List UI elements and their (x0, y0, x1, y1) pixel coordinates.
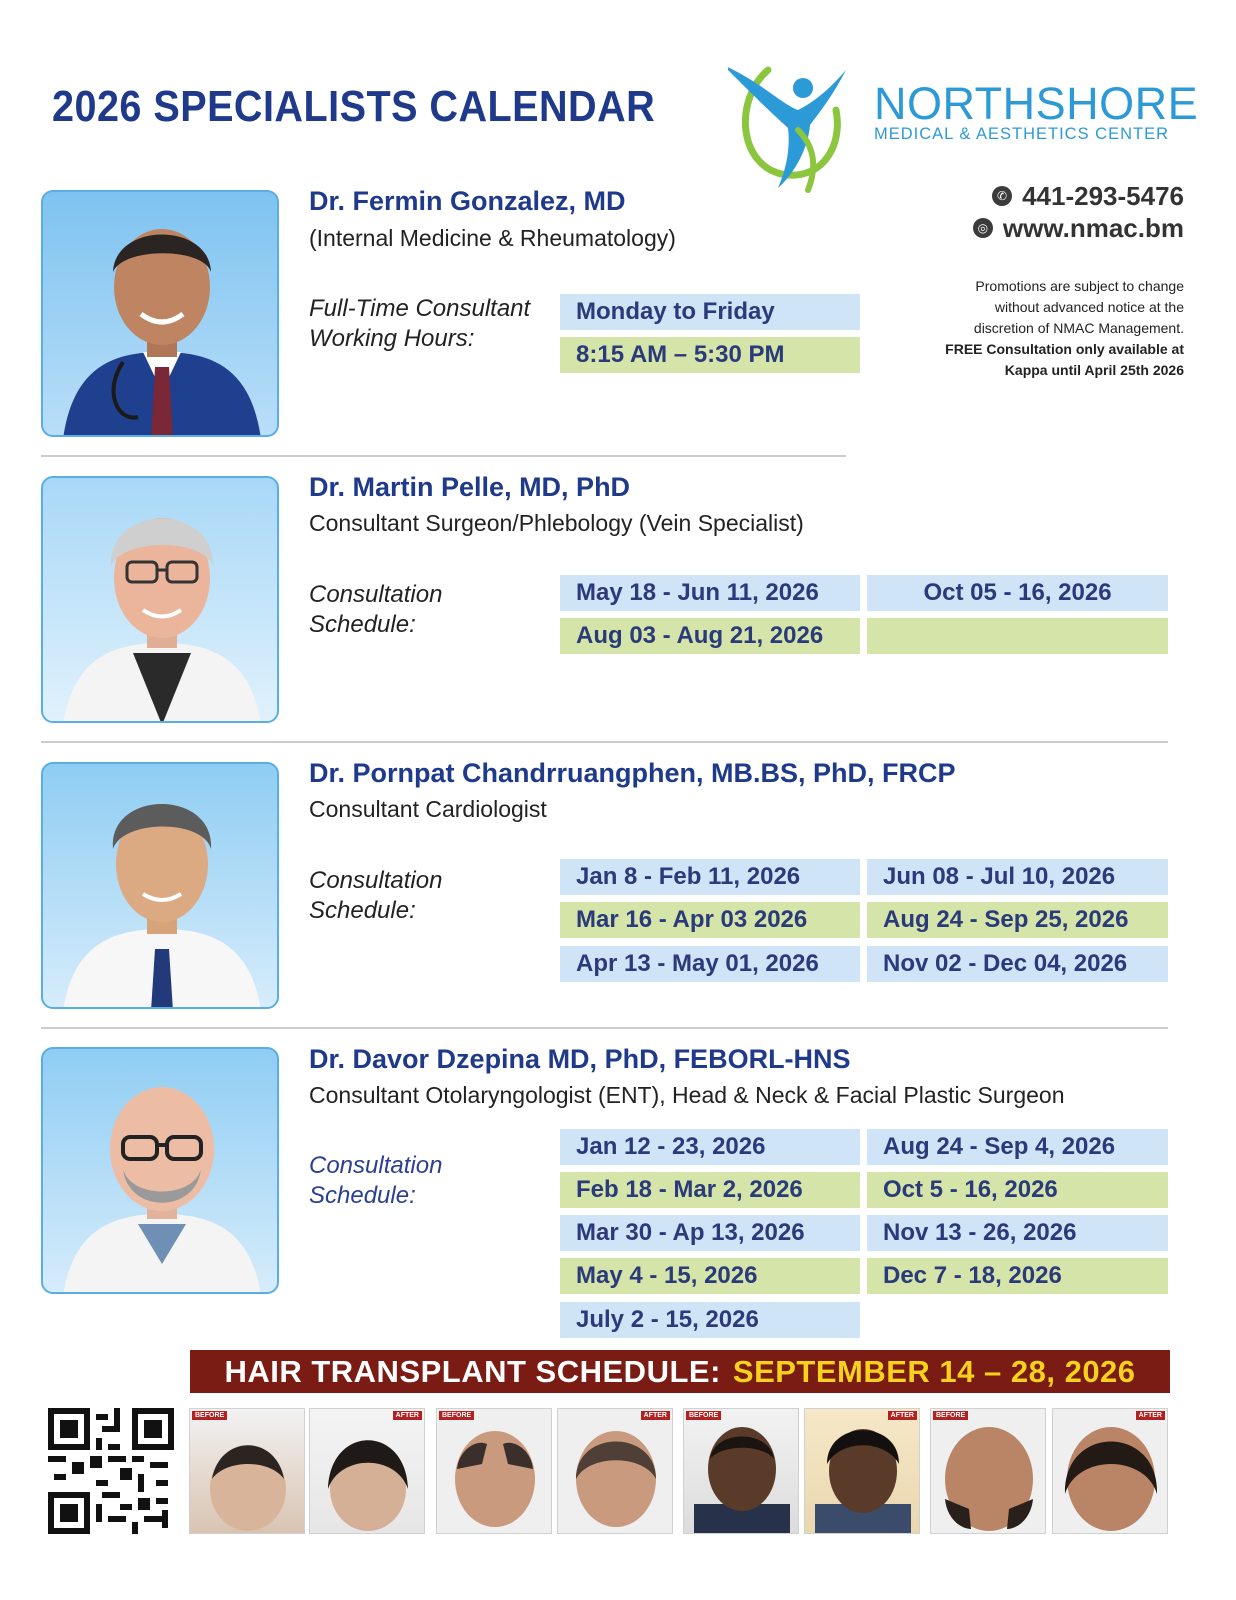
promo-line: Promotions are subject to change (975, 278, 1184, 294)
schedule-label-line: Full-Time Consultant (309, 295, 531, 322)
doctor-portrait-icon (43, 478, 279, 723)
before-tag: BEFORE (439, 1411, 474, 1420)
schedule-cell: Apr 13 - May 01, 2026 (560, 946, 860, 982)
schedule-cell: Oct 05 - 16, 2026 (867, 575, 1168, 611)
schedule-label (309, 1151, 442, 1211)
section-divider (41, 1027, 1168, 1029)
before-photo (930, 1408, 1046, 1534)
after-tag: AFTER (888, 1411, 917, 1420)
schedule-cell: Nov 02 - Dec 04, 2026 (867, 946, 1168, 982)
after-tag: AFTER (641, 1411, 670, 1420)
schedule-cell: May 4 - 15, 2026 (560, 1258, 860, 1294)
logo-subtitle: MEDICAL & AESTHETICS CENTER (874, 125, 1170, 143)
schedule-cell: Nov 13 - 26, 2026 (867, 1215, 1168, 1251)
schedule-cell-empty (867, 618, 1168, 654)
doctor-photo (41, 476, 279, 723)
doctor-specialty: Consultant Otolaryngologist (ENT), Head & Neck & Facial Plastic Surgeon (309, 1082, 1065, 1108)
doctor-photo (41, 762, 279, 1009)
schedule-cell: Jun 08 - Jul 10, 2026 (867, 859, 1168, 895)
promo-line: discretion of NMAC Management. (973, 320, 1184, 336)
hair-banner-dates: SEPTEMBER 14 – 28, 2026 (732, 1353, 1136, 1389)
doctor-portrait-icon (43, 764, 279, 1009)
head-icon (684, 1409, 799, 1534)
schedule-cell: Feb 18 - Mar 2, 2026 (560, 1172, 860, 1208)
schedule-cell: Dec 7 - 18, 2026 (867, 1258, 1168, 1294)
doctor-name: Dr. Martin Pelle, MD, PhD (309, 472, 631, 502)
phone-icon: ✆ (992, 186, 1012, 206)
promo-note (864, 276, 1184, 381)
after-photo (804, 1408, 920, 1534)
schedule-label (309, 580, 442, 640)
phone-number[interactable]: 441-293-5476 (1022, 180, 1184, 211)
head-icon (558, 1409, 673, 1534)
head-icon (931, 1409, 1046, 1534)
schedule-label-line: Consultation (309, 867, 443, 894)
hair-transplant-banner (190, 1350, 1170, 1393)
before-photo (436, 1408, 552, 1534)
doctor-portrait-icon (43, 1049, 279, 1294)
qr-code[interactable] (48, 1408, 174, 1534)
northshore-logo (728, 40, 1198, 200)
doctor-photo (41, 190, 279, 437)
doctor-name: Dr. Davor Dzepina MD, PhD, FEBORL-HNS (309, 1044, 851, 1074)
schedule-cell: Monday to Friday (560, 294, 860, 330)
website-link[interactable]: www.nmac.bm (1002, 212, 1184, 243)
website-line[interactable] (973, 212, 1184, 244)
schedule-cell: Jan 8 - Feb 11, 2026 (560, 859, 860, 895)
head-icon (190, 1409, 305, 1534)
schedule-cell: May 18 - Jun 11, 2026 (560, 575, 860, 611)
after-photo (1052, 1408, 1168, 1534)
phone-line[interactable] (973, 180, 1184, 212)
doctor-specialty: Consultant Cardiologist (309, 796, 547, 822)
qr-code-icon (48, 1408, 174, 1534)
after-tag: AFTER (1136, 1411, 1165, 1420)
schedule-label (309, 866, 442, 926)
schedule-label-line: Schedule: (309, 611, 416, 638)
hair-banner-label: HAIR TRANSPLANT SCHEDULE: (224, 1353, 721, 1389)
contact-info (973, 180, 1184, 244)
schedule-cell: Aug 24 - Sep 25, 2026 (867, 902, 1168, 938)
logo-name: NORTHSHORE (874, 78, 1199, 129)
schedule-cell: Jan 12 - 23, 2026 (560, 1129, 860, 1165)
schedule-cell: Mar 30 - Ap 13, 2026 (560, 1215, 860, 1251)
doctor-photo (41, 1047, 279, 1294)
globe-icon: ◎ (973, 218, 993, 238)
before-tag: BEFORE (192, 1411, 227, 1420)
schedule-cell: Aug 03 - Aug 21, 2026 (560, 618, 860, 654)
before-photo (189, 1408, 305, 1534)
schedule-cell: Oct 5 - 16, 2026 (867, 1172, 1168, 1208)
schedule-label-line: Schedule: (309, 897, 416, 924)
head-icon (1053, 1409, 1168, 1534)
promo-line-bold: Kappa until April 25th 2026 (1004, 362, 1184, 378)
doctor-name: Dr. Pornpat Chandrruangphen, MB.BS, PhD, FRCP (309, 758, 956, 788)
schedule-label-line: Consultation (309, 581, 443, 608)
schedule-cell: Mar 16 - Apr 03 2026 (560, 902, 860, 938)
schedule-label-line: Schedule: (309, 1182, 416, 1209)
schedule-cell: 8:15 AM – 5:30 PM (560, 337, 860, 373)
logo-figure-icon (728, 40, 878, 200)
after-tag: AFTER (393, 1411, 422, 1420)
head-icon (805, 1409, 920, 1534)
schedule-label (309, 294, 530, 354)
head-icon (310, 1409, 425, 1534)
before-tag: BEFORE (933, 1411, 968, 1420)
doctor-specialty: (Internal Medicine & Rheumatology) (309, 225, 676, 251)
promo-line-bold: FREE Consultation only available at (945, 341, 1184, 357)
schedule-label-line: Working Hours: (309, 325, 475, 352)
section-divider (41, 455, 846, 457)
doctor-portrait-icon (43, 192, 279, 437)
after-photo (557, 1408, 673, 1534)
schedule-cell: Aug 24 - Sep 4, 2026 (867, 1129, 1168, 1165)
head-icon (437, 1409, 552, 1534)
schedule-label-line: Consultation (309, 1152, 443, 1179)
before-photo (683, 1408, 799, 1534)
promo-line: without advanced notice at the (994, 299, 1184, 315)
page-title: 2026 SPECIALISTS CALENDAR (52, 82, 656, 131)
after-photo (309, 1408, 425, 1534)
section-divider (41, 741, 1168, 743)
schedule-cell: July 2 - 15, 2026 (560, 1302, 860, 1338)
before-tag: BEFORE (686, 1411, 721, 1420)
doctor-specialty: Consultant Surgeon/Phlebology (Vein Specialist) (309, 510, 804, 536)
doctor-name: Dr. Fermin Gonzalez, MD (309, 186, 626, 216)
